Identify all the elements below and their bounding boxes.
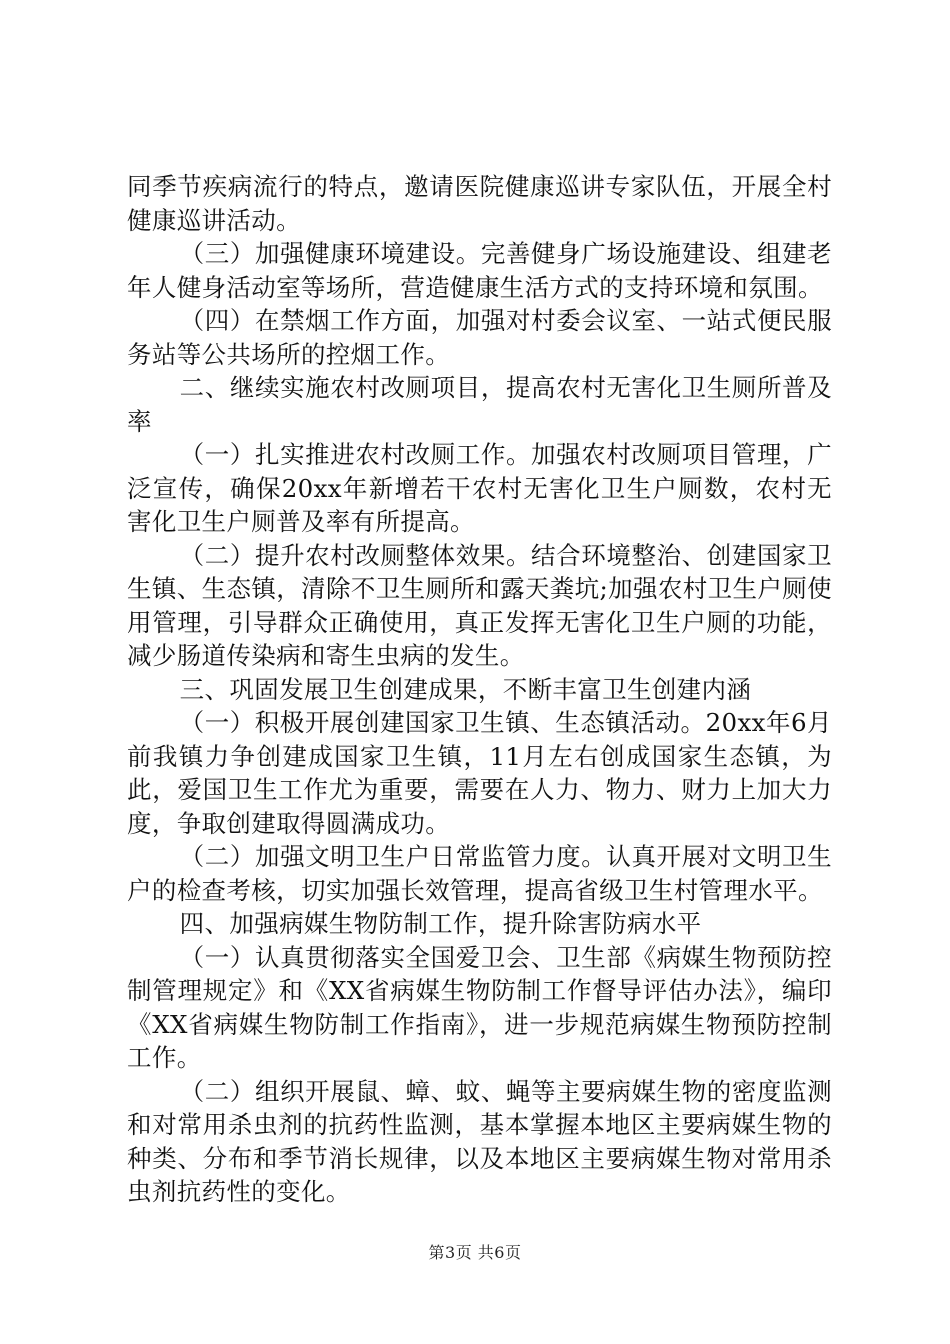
paragraph: （二）提升农村改厕整体效果。结合环境整治、创建国家卫生镇、生态镇，清除不卫生厕所和露天粪坑;加强农村卫生户厕使用管理，引导群众正确使用，真正发挥无害化卫生户厕的功能，减少肠道传染病和寄生虫病的发生。: [127, 540, 832, 670]
section-heading: 二、继续实施农村改厕项目，提高农村无害化卫生厕所普及率: [127, 373, 832, 436]
paragraph: （一）积极开展创建国家卫生镇、生态镇活动。20xx年6月前我镇力争创建成国家卫生镇，11月左右创成国家生态镇，为此，爱国卫生工作尤为重要，需要在人力、物力、财力上加大力度，争取创建取得圆满成功。: [127, 708, 832, 838]
paragraph: （二）组织开展鼠、蟑、蚊、蝇等主要病媒生物的密度监测和对常用杀虫剂的抗药性监测，基本掌握本地区主要病媒生物的种类、分布和季节消长规律，以及本地区主要病媒生物对常用杀虫剂抗药性的变化。: [127, 1076, 832, 1206]
section-heading: 三、巩固发展卫生创建成果，不断丰富卫生创建内涵: [179, 674, 752, 704]
page-number-footer: 第3页 共6页: [428, 1243, 522, 1262]
paragraph: （二）加强文明卫生户日常监管力度。认真开展对文明卫生户的检查考核，切实加强长效管理，提高省级卫生村管理水平。: [127, 842, 832, 905]
paragraph: （一）认真贯彻落实全国爱卫会、卫生部《病媒生物预防控制管理规定》和《XX省病媒生物防制工作督导评估办法》，编印《XX省病媒生物防制工作指南》，进一步规范病媒生物预防控制工作。: [127, 942, 832, 1072]
paragraph: 同季节疾病流行的特点，邀请医院健康巡讲专家队伍，开展全村健康巡讲活动。: [127, 172, 832, 235]
paragraph: （一）扎实推进农村改厕工作。加强农村改厕项目管理，广泛宣传，确保20xx年新增若干农村无害化卫生户厕数，农村无害化卫生户厕普及率有所提高。: [127, 440, 832, 536]
paragraph: （三）加强健康环境建设。完善健身广场设施建设、组建老年人健身活动室等场所，营造健康生活方式的支持环境和氛围。: [127, 239, 832, 302]
paragraph: （四）在禁烟工作方面，加强对村委会议室、一站式便民服务站等公共场所的控烟工作。: [127, 306, 832, 369]
document-body: [127, 170, 832, 1209]
section-heading: 四、加强病媒生物防制工作，提升除害防病水平: [179, 909, 702, 938]
